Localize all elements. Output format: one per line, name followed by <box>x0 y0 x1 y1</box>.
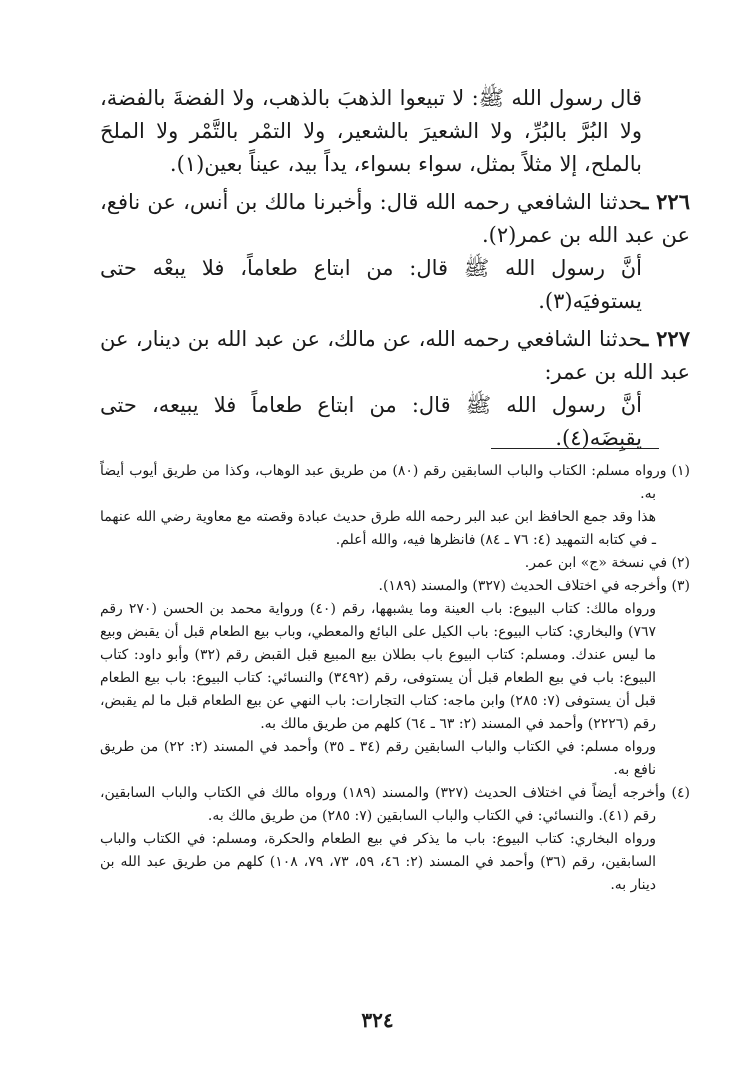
footnote-4: (٤) وأخرجه أيضاً في اختلاف الحديث (٣٢٧) والمسند (١٨٩) ورواه مالك في الكتاب والباب السابقين، رقم (٤١). والنسائي: في الكتاب والباب السابقين (٧: ٢٨٥) من طريق مالك به. <box>100 785 690 824</box>
page-number: ٣٢٤ <box>361 1008 394 1032</box>
hadith-226-isnad-text: حدثنا الشافعي رحمه الله قال: وأخبرنا مالك بن أنس، عن نافع، عن عبد الله بن عمر(٢). <box>100 190 690 247</box>
hadith-226-number: ٢٢٦ ـ <box>642 189 690 214</box>
footnote-2: (٢) في نسخة «ج» ابن عمر. <box>524 555 690 571</box>
footnote-1-continuation: هذا وقد جمع الحافظ ابن عبد البر رحمه الله طرق حديث عبادة وقصته مع معاوية رضي الله عنهما ـ في كتابه التمهيد (٤: ٧٦ ـ ٨٤) فانظرها فيه، والله أعلم. <box>100 509 656 548</box>
footnote-3-continuation: ورواه مالك: كتاب البيوع: باب العينة وما يشبهها، رقم (٤٠) ورواية محمد بن الحسن (٢٧٠ رقم ٧٦٧) والبخاري: كتاب البيوع: باب الكيل على البائع والمعطي، وباب بيع الطعام قبل أن يقبض وبيع ما ليس عندك. ومسلم: كتاب البيوع باب بطلان بيع المبيع قبل القبض رقم (٣٢) وأبو داود: كتاب البيوع: باب في بيع الطعام قبل أن يستوفى، رقم (٣٤٩٢) والنسائي: كتاب البيوع: باب بيع الطعام قبل أن يستوفى (٧: ٢٨٥) وابن ماجه: كتاب التجارات: باب النهي عن بيع الطعام قبل ما لم يقبض، رقم (٢٢٢٦) وأحمد في المسند (٢: ٦٣ ـ ٦٤) كلهم من طريق مالك به. <box>100 601 656 732</box>
hadith-227-matn: أنَّ رسول الله ﷺ قال: من ابتاع طعاماً فلا يبيعه، حتى يقبِضَه(٤). <box>100 393 642 450</box>
hadith-226-matn: أنَّ رسول الله ﷺ قال: من ابتاع طعاماً، فلا يبعْه حتى يستوفيَه(٣). <box>100 256 642 313</box>
hadith-227-number: ٢٢٧ ـ <box>642 326 690 351</box>
hadith-226-isnad <box>100 185 690 252</box>
footnote-1: (١) ورواه مسلم: الكتاب والباب السابقين رقم (٨٠) من طريق عبد الوهاب، وكذا من طريق أيوب أيضاً به. <box>100 463 690 502</box>
footnote-3: (٣) وأخرجه في اختلاف الحديث (٣٢٧) والمسند (١٨٩). <box>378 578 690 594</box>
footnote-4-continuation: ورواه البخاري: كتاب البيوع: باب ما يذكر في بيع الطعام والحكرة، ومسلم: في الكتاب والباب السابقين، رقم (٣٦) وأحمد في المسند (٢: ٤٦، ٥٩، ٧٣، ٧٩، ١٠٨) كلهم من طريق عبد الله بن دينار به. <box>100 831 656 893</box>
hadith-continuation: قال رسول الله ﷺ: لا تبيعوا الذهبَ بالذهب، ولا الفضةَ بالفضة، ولا البُرَّ بالبُرِّ، ولا الشعيرَ بالشعير، ولا التمْر بالتَّمْر ولا الملحَ بالملح، إلا مثلاً بمثل، سواء بسواء، يداً بيد، عيناً بعين(١). <box>100 86 642 176</box>
footnotes <box>100 460 690 897</box>
footnote-3-continuation-2: ورواه مسلم: في الكتاب والباب السابقين رقم (٣٤ ـ ٣٥) وأحمد في المسند (٢: ٢٢) من طريق نافع به. <box>100 739 656 778</box>
footnote-separator <box>491 448 659 449</box>
hadith-227-isnad <box>100 322 690 389</box>
main-text <box>100 82 690 455</box>
hadith-227-isnad-text: حدثنا الشافعي رحمه الله، عن مالك، عن عبد الله بن دينار، عن عبد الله بن عمر: <box>100 327 690 384</box>
